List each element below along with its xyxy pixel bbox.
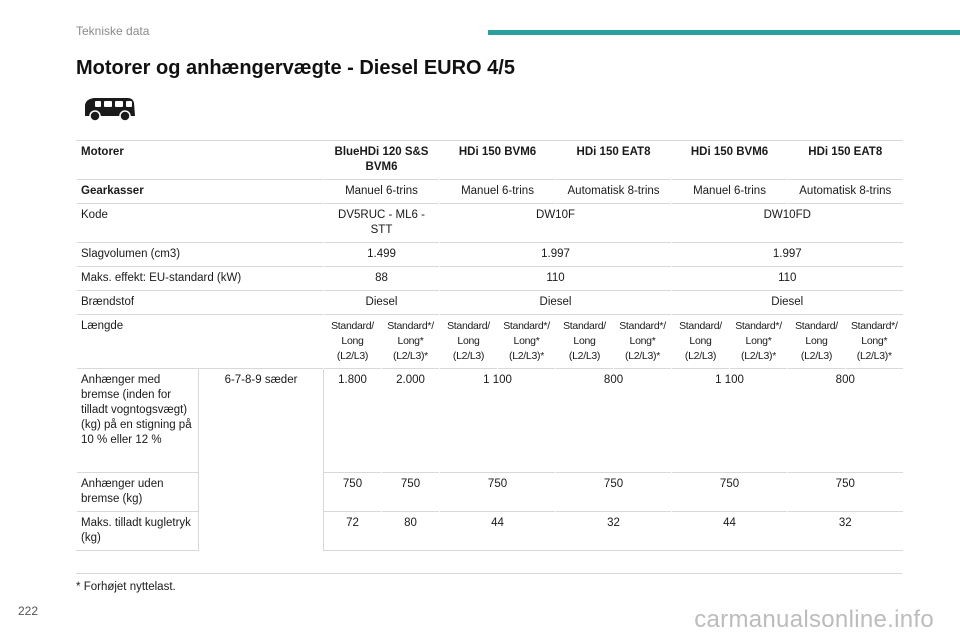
power-cell: 88	[324, 267, 440, 291]
table-row-fuel	[77, 291, 903, 315]
engine-cell: HDi 150 EAT8	[788, 141, 903, 180]
fuel-cell: Diesel	[324, 291, 440, 315]
length-standard-cell: Standard/ Long (L2/L3)	[788, 315, 846, 369]
displacement-cell: 1.499	[324, 243, 440, 267]
towbar-cell: 32	[556, 512, 672, 551]
label-unbraked-trailer: Anhænger uden bremse (kg)	[77, 473, 199, 512]
section-header: Tekniske data	[76, 24, 150, 38]
footnote-divider	[76, 573, 902, 574]
gearbox-cell: Automatisk 8-trins	[788, 180, 903, 204]
label-slagvolumen: Slagvolumen (cm3)	[77, 243, 324, 267]
label-motorer: Motorer	[77, 141, 324, 180]
braked-cell: 1 100	[672, 369, 788, 473]
engine-cell: HDi 150 EAT8	[556, 141, 672, 180]
code-cell: DW10F	[440, 204, 672, 243]
unbraked-cell: 750	[440, 473, 556, 512]
gearbox-cell: Automatisk 8-trins	[556, 180, 672, 204]
braked-cell: 800	[788, 369, 903, 473]
fuel-cell: Diesel	[672, 291, 903, 315]
power-cell: 110	[672, 267, 903, 291]
code-cell: DV5RUC - ML6 - STT	[324, 204, 440, 243]
unbraked-cell: 750	[672, 473, 788, 512]
engine-cell: HDi 150 BVM6	[440, 141, 556, 180]
braked-cell: 1 100	[440, 369, 556, 473]
label-towbar: Maks. tilladt kugletryk (kg)	[77, 512, 199, 551]
length-plus-cell: Standard*/ Long* (L2/L3)*	[730, 315, 788, 369]
table-row-braked-trailer	[77, 369, 903, 473]
unbraked-cell: 750	[556, 473, 672, 512]
footnote-mark: *	[76, 581, 81, 593]
engine-cell: HDi 150 BVM6	[672, 141, 788, 180]
length-standard-cell: Standard/ Long (L2/L3)	[672, 315, 730, 369]
table-row-gearboxes	[77, 180, 903, 204]
power-cell: 110	[440, 267, 672, 291]
displacement-cell: 1.997	[672, 243, 903, 267]
label-gearkasser: Gearkasser	[77, 180, 324, 204]
length-plus-cell: Standard*/ Long* (L2/L3)*	[498, 315, 556, 369]
braked-cell: 2.000	[382, 369, 440, 473]
gearbox-cell: Manuel 6-trins	[440, 180, 556, 204]
table-row-length	[77, 315, 903, 369]
towbar-cell: 80	[382, 512, 440, 551]
length-plus-cell: Standard*/ Long* (L2/L3)*	[382, 315, 440, 369]
label-laengde: Længde	[77, 315, 324, 369]
length-standard-cell: Standard/ Long (L2/L3)	[440, 315, 498, 369]
gearbox-cell: Manuel 6-trins	[324, 180, 440, 204]
table-row-codes	[77, 204, 903, 243]
label-effekt: Maks. effekt: EU-standard (kW)	[77, 267, 324, 291]
towbar-cell: 72	[324, 512, 382, 551]
braked-cell: 800	[556, 369, 672, 473]
label-kode: Kode	[77, 204, 324, 243]
page-number: 222	[18, 604, 39, 618]
table-row-power	[77, 267, 903, 291]
engine-spec-table	[76, 140, 903, 551]
seats-cell: 6-7-8-9 sæder	[199, 369, 324, 551]
label-braendstof: Brændstof	[77, 291, 324, 315]
engine-cell: BlueHDi 120 S&S BVM6	[324, 141, 440, 180]
unbraked-cell: 750	[788, 473, 903, 512]
table-row-engines	[77, 141, 903, 180]
unbraked-cell: 750	[382, 473, 440, 512]
towbar-cell: 44	[440, 512, 556, 551]
van-icon	[82, 96, 136, 122]
length-standard-cell: Standard/ Long (L2/L3)	[556, 315, 614, 369]
footnote-text: Forhøjet nyttelast.	[83, 581, 176, 593]
label-braked-trailer: Anhænger med bremse (inden for tilladt vogntogsvægt) (kg) på en stigning på 10 % eller 12 %	[77, 369, 199, 473]
towbar-cell: 44	[672, 512, 788, 551]
displacement-cell: 1.997	[440, 243, 672, 267]
fuel-cell: Diesel	[440, 291, 672, 315]
towbar-cell: 32	[788, 512, 903, 551]
gearbox-cell: Manuel 6-trins	[672, 180, 788, 204]
unbraked-cell: 750	[324, 473, 382, 512]
header-accent-bar	[488, 30, 960, 35]
length-standard-cell: Standard/ Long (L2/L3)	[324, 315, 382, 369]
length-plus-cell: Standard*/ Long* (L2/L3)*	[614, 315, 672, 369]
page-title: Motorer og anhængervægte - Diesel EURO 4/5	[76, 57, 515, 79]
length-plus-cell: Standard*/ Long* (L2/L3)*	[846, 315, 903, 369]
braked-cell: 1.800	[324, 369, 382, 473]
code-cell: DW10FD	[672, 204, 903, 243]
watermark: carmanualsonline.info	[694, 606, 934, 633]
footnote	[76, 581, 176, 593]
table-row-displacement	[77, 243, 903, 267]
